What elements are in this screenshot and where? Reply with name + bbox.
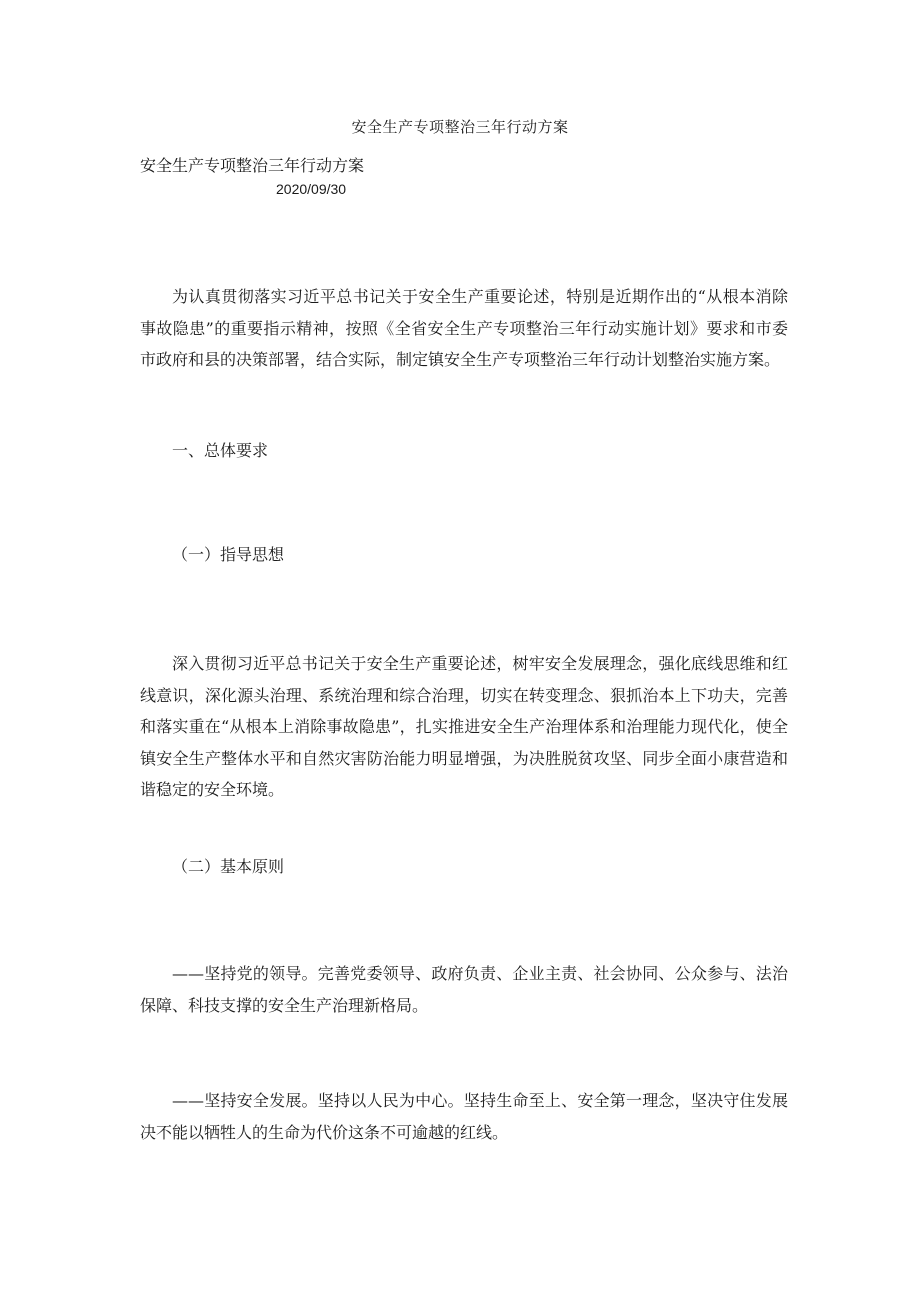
document-subtitle: 安全生产专项整治三年行动方案: [140, 156, 365, 175]
subsection-heading-basic-principles: （二）基本原则: [172, 857, 285, 876]
section-heading-general-requirements: 一、总体要求: [172, 441, 269, 460]
principle-party-leadership: ——坚持党的领导。完善党委领导、政府负责、企业主责、社会协同、公众参与、法治保障、科技支撑的安全生产治理新格局。: [140, 964, 788, 1015]
subsection-heading-guiding-ideology: （一）指导思想: [172, 545, 285, 564]
document-title: 安全生产专项整治三年行动方案: [351, 118, 569, 136]
intro-paragraph: 为认真贯彻落实习近平总书记关于安全生产重要论述，特别是近期作出的“从根本消除事故隐患”的重要指示精神，按照《全省安全生产专项整治三年行动实施计划》要求和市委市政府和县的决策部署，结合实际，制定镇安全生产专项整治三年行动计划整治实施方案。: [140, 287, 788, 369]
guiding-ideology-paragraph: 深入贯彻习近平总书记关于安全生产重要论述，树牢安全发展理念，强化底线思维和红线意识，深化源头治理、系统治理和综合治理，切实在转变理念、狠抓治本上下功夫，完善和落实重在“从根本上消除事故隐患”，扎实推进安全生产治理体系和治理能力现代化，使全镇安全生产整体水平和自然灾害防治能力明显增强，为决胜脱贫攻坚、同步全面小康营造和谐稳定的安全环境。: [140, 654, 788, 799]
principle-safe-development: ——坚持安全发展。坚持以人民为中心。坚持生命至上、安全第一理念，坚决守住发展决不能以牺牲人的生命为代价这条不可逾越的红线。: [140, 1091, 788, 1142]
document-date: 2020/09/30: [276, 181, 347, 197]
